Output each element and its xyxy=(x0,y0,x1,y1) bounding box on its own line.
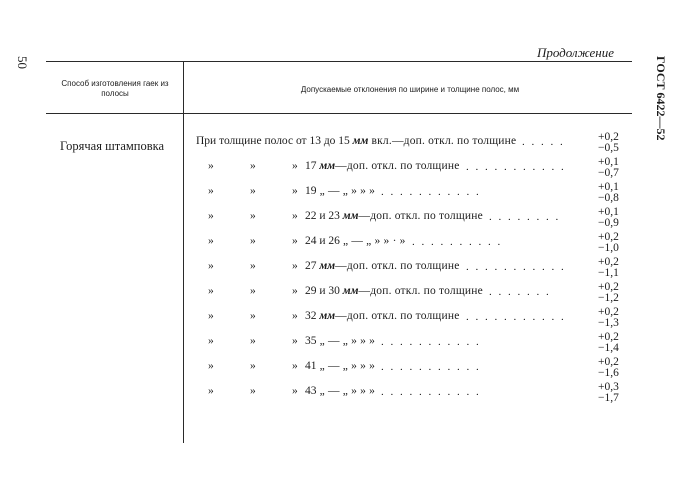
tolerance-plus: +0,2 xyxy=(598,231,619,243)
table-row xyxy=(196,182,628,206)
gost-code: ГОСТ 6422—52 xyxy=(654,56,668,141)
tolerance-minus: −1,4 xyxy=(598,342,619,354)
row-thickness: 22 и 23 xyxy=(305,210,340,222)
row-description: —доп. откл. по толщине xyxy=(335,260,460,272)
ditto-mark: » xyxy=(250,385,256,397)
ditto-mark: » xyxy=(250,160,256,172)
table-row xyxy=(196,282,628,306)
tolerance xyxy=(598,132,630,154)
tolerance xyxy=(598,257,630,279)
tolerance-minus: −0,7 xyxy=(598,167,619,179)
ditto-mark: » xyxy=(208,360,214,372)
ditto-mark: » xyxy=(250,360,256,372)
tolerance xyxy=(598,357,630,379)
tolerance xyxy=(598,382,630,404)
ditto-mark: » xyxy=(208,260,214,272)
row-description: —доп. откл. по толщине xyxy=(335,160,460,172)
table-row xyxy=(196,232,628,256)
tolerance-minus: −1,2 xyxy=(598,292,619,304)
table-row xyxy=(196,132,628,156)
row-text xyxy=(305,185,375,197)
table-column-divider xyxy=(183,61,184,443)
row-prefix: При толщине полос от 13 до 15 xyxy=(196,135,350,147)
tolerance-plus: +0,2 xyxy=(598,256,619,268)
row-text xyxy=(305,260,460,272)
ditto-mark: » xyxy=(292,360,298,372)
tolerance xyxy=(598,332,630,354)
tolerance-minus: −1,3 xyxy=(598,317,619,329)
ditto-mark: » xyxy=(292,335,298,347)
tolerance-minus: −1,7 xyxy=(598,392,619,404)
tolerance-minus: −1,0 xyxy=(598,242,619,254)
tolerance-minus: −1,1 xyxy=(598,267,619,279)
ditto-mark: » xyxy=(292,210,298,222)
tolerance xyxy=(598,157,630,179)
row-thickness: 27 xyxy=(305,260,317,272)
ditto-mark: » xyxy=(208,210,214,222)
row-description: „ — „ » » » xyxy=(316,360,376,372)
ditto-mark: » xyxy=(250,335,256,347)
table-row xyxy=(196,332,628,356)
leader-dots: . . . . . . . . . . . xyxy=(381,186,481,198)
ditto-mark: » xyxy=(250,310,256,322)
ditto-mark: » xyxy=(208,235,214,247)
ditto-mark: » xyxy=(208,160,214,172)
row-description: вкл.—доп. откл. по толщине xyxy=(368,135,517,147)
table-row xyxy=(196,382,628,406)
leader-dots: . . . . . . . . . . . xyxy=(466,261,566,273)
tolerance-plus: +0,2 xyxy=(598,356,619,368)
ditto-mark: » xyxy=(292,185,298,197)
row-unit: мм xyxy=(352,135,369,147)
row-unit: мм xyxy=(342,210,359,222)
row-text xyxy=(196,135,516,147)
row-thickness: 35 xyxy=(305,335,317,347)
row-thickness: 32 xyxy=(305,310,317,322)
leader-dots: . . . . . . . . xyxy=(489,211,561,223)
leader-dots: . . . . . . . . . . . xyxy=(466,311,566,323)
tolerance-minus: −0,9 xyxy=(598,217,619,229)
table-row xyxy=(196,207,628,231)
ditto-mark: » xyxy=(292,160,298,172)
row-unit: мм xyxy=(319,160,336,172)
leader-dots: . . . . . . . . . . . xyxy=(466,161,566,173)
row-description: „ — „ » » » xyxy=(316,335,376,347)
row-text xyxy=(305,360,375,372)
tolerance xyxy=(598,232,630,254)
row-thickness: 24 и 26 xyxy=(305,235,340,247)
row-text xyxy=(305,235,406,247)
row-description: —доп. откл. по толщине xyxy=(335,310,460,322)
tolerance-plus: +0,2 xyxy=(598,331,619,343)
ditto-mark: » xyxy=(250,185,256,197)
page-number: 50 xyxy=(15,56,30,69)
row-description: „ — „ » » » xyxy=(316,185,376,197)
leader-dots: . . . . . xyxy=(522,136,565,148)
ditto-mark: » xyxy=(208,285,214,297)
row-thickness: 43 xyxy=(305,385,317,397)
row-thickness: 29 и 30 xyxy=(305,285,340,297)
row-unit: мм xyxy=(319,260,336,272)
tolerance-plus: +0,1 xyxy=(598,206,619,218)
header-deviations: Допускаемые отклонения по ширине и толщине полос, мм xyxy=(300,85,520,94)
ditto-mark: » xyxy=(208,310,214,322)
tolerance-plus: +0,2 xyxy=(598,281,619,293)
tolerance-plus: +0,2 xyxy=(598,306,619,318)
continuation-label: Продолжение xyxy=(536,45,614,60)
row-text xyxy=(305,385,375,397)
ditto-mark: » xyxy=(292,385,298,397)
tolerance xyxy=(598,207,630,229)
row-description: —доп. откл. по толщине xyxy=(358,210,483,222)
row-description: „ — „ » » » xyxy=(316,385,376,397)
method-cell: Горячая штамповка xyxy=(60,139,165,153)
tolerance-plus: +0,1 xyxy=(598,156,619,168)
ditto-mark: » xyxy=(208,185,214,197)
leader-dots: . . . . . . . . . . . xyxy=(381,336,481,348)
row-description: „ — „ » » · » xyxy=(339,235,406,247)
row-unit: мм xyxy=(319,310,336,322)
row-text xyxy=(305,335,375,347)
tolerance-plus: +0,3 xyxy=(598,381,619,393)
table-header-rule xyxy=(46,113,632,114)
leader-dots: . . . . . . . xyxy=(489,286,551,298)
ditto-mark: » xyxy=(292,260,298,272)
header-method: Способ изготовления гаек из полосы xyxy=(61,79,169,98)
table-row xyxy=(196,357,628,381)
table-top-rule xyxy=(46,61,632,62)
tolerance-minus: −0,8 xyxy=(598,192,619,204)
row-text xyxy=(305,210,483,222)
table-row xyxy=(196,307,628,331)
leader-dots: . . . . . . . . . . . xyxy=(381,386,481,398)
leader-dots: . . . . . . . . . . xyxy=(412,236,503,248)
ditto-mark: » xyxy=(208,335,214,347)
ditto-mark: » xyxy=(292,235,298,247)
ditto-mark: » xyxy=(292,310,298,322)
leader-dots: . . . . . . . . . . . xyxy=(381,361,481,373)
row-text xyxy=(305,285,483,297)
tolerance-plus: +0,1 xyxy=(598,181,619,193)
row-text xyxy=(305,160,460,172)
row-unit: мм xyxy=(342,285,359,297)
row-text xyxy=(305,310,460,322)
ditto-mark: » xyxy=(250,260,256,272)
row-description: —доп. откл. по толщине xyxy=(358,285,483,297)
tolerance-minus: −1,6 xyxy=(598,367,619,379)
ditto-mark: » xyxy=(250,235,256,247)
tolerance-plus: +0,2 xyxy=(598,131,619,143)
ditto-mark: » xyxy=(250,285,256,297)
table-row xyxy=(196,257,628,281)
tolerance xyxy=(598,282,630,304)
tolerance-minus: −0,5 xyxy=(598,142,619,154)
ditto-mark: » xyxy=(250,210,256,222)
tolerance xyxy=(598,307,630,329)
row-thickness: 19 xyxy=(305,185,317,197)
ditto-mark: » xyxy=(292,285,298,297)
tolerance xyxy=(598,182,630,204)
row-thickness: 17 xyxy=(305,160,317,172)
row-thickness: 41 xyxy=(305,360,317,372)
ditto-mark: » xyxy=(208,385,214,397)
table-row xyxy=(196,157,628,181)
